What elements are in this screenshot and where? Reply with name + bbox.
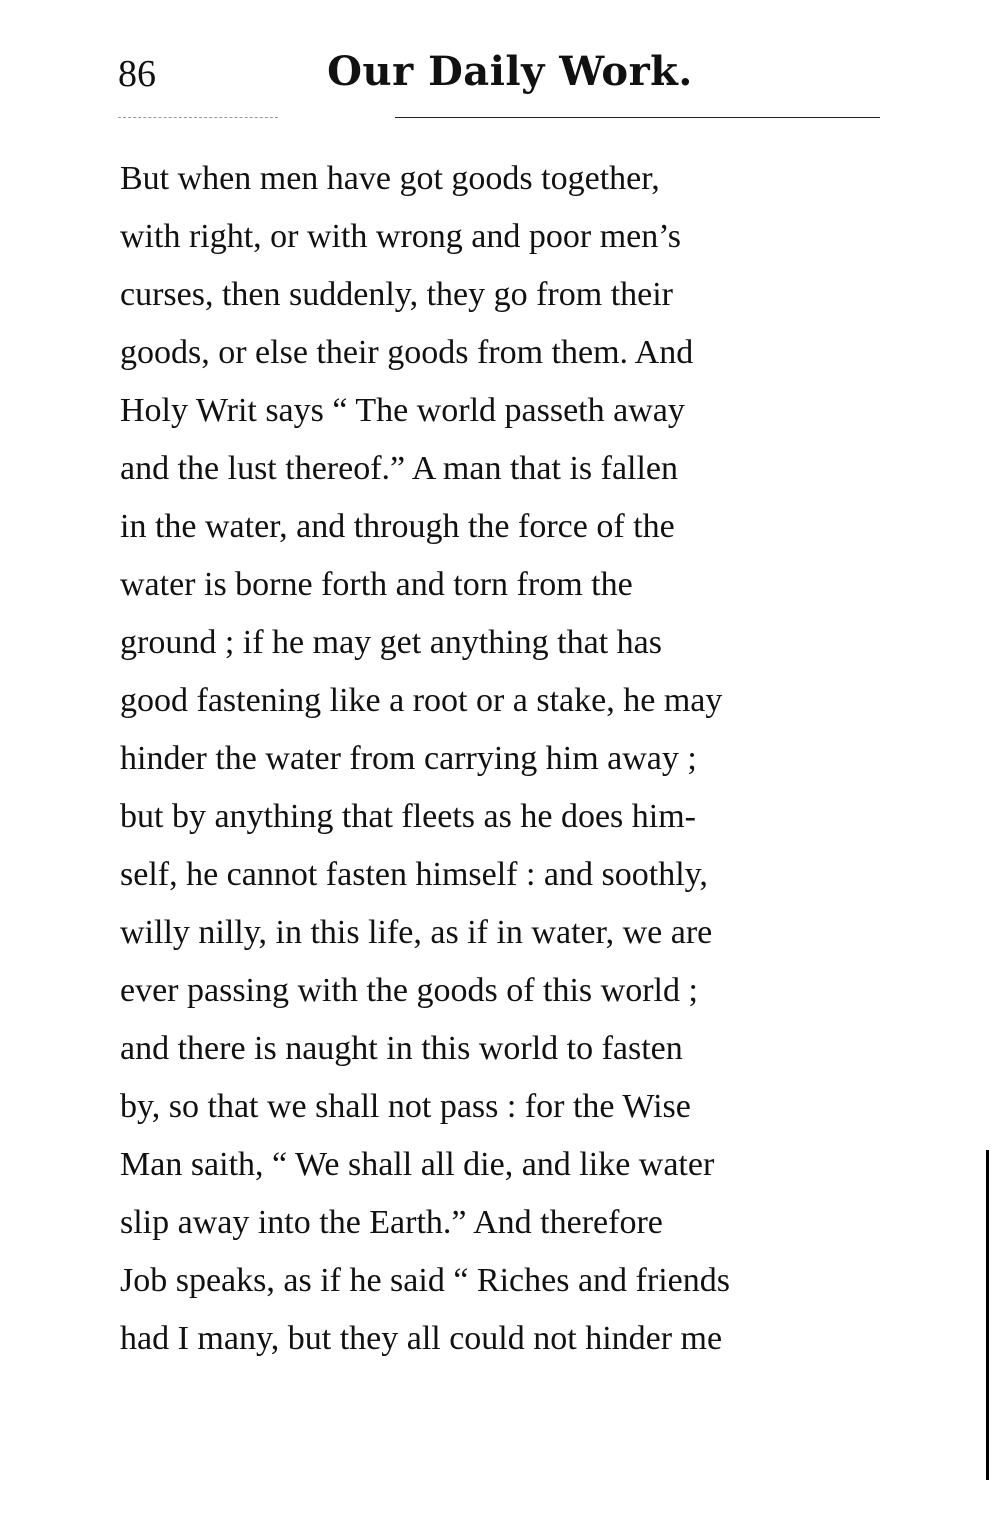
text-line: water is borne forth and torn from the — [120, 566, 633, 603]
text-line: and there is naught in this world to fasten — [120, 1030, 683, 1067]
text-line: had I many, but they all could not hinder me — [120, 1320, 723, 1357]
text-line: in the water, and through the force of the — [120, 508, 675, 545]
text-line: Man saith, “ We shall all die, and like water — [120, 1146, 715, 1183]
text-line: hinder the water from carrying him away ; — [120, 740, 697, 777]
text-line: willy nilly, in this life, as if in water, we are — [120, 914, 713, 951]
text-line: ground ; if he may get anything that has — [120, 624, 662, 661]
page-number: 86 — [118, 53, 156, 95]
running-title: Our Daily Work. — [327, 48, 693, 95]
header-rule-left — [118, 117, 278, 118]
text-line: by, so that we shall not pass : for the Wise — [120, 1088, 691, 1125]
text-line: Job speaks, as if he said “ Riches and friends — [120, 1262, 730, 1299]
header-rule-right — [395, 117, 880, 118]
text-line: self, he cannot fasten himself : and soothly, — [120, 856, 708, 893]
text-line: but by anything that fleets as he does him- — [120, 798, 696, 835]
text-line: goods, or else their goods from them. And — [120, 334, 694, 371]
text-line: curses, then suddenly, they go from their — [120, 276, 673, 313]
text-line: good fastening like a root or a stake, he may — [120, 682, 723, 719]
text-line: and the lust thereof.” A man that is fallen — [120, 450, 679, 487]
page-edge-mark — [986, 1150, 989, 1480]
body-text — [120, 150, 885, 1368]
text-line: But when men have got goods together, — [120, 160, 660, 197]
text-line: slip away into the Earth.” And therefore — [120, 1204, 663, 1241]
text-line: with right, or with wrong and poor men’s — [120, 218, 681, 255]
text-line: Holy Writ says “ The world passeth away — [120, 392, 685, 429]
text-line: ever passing with the goods of this world ; — [120, 972, 698, 1009]
